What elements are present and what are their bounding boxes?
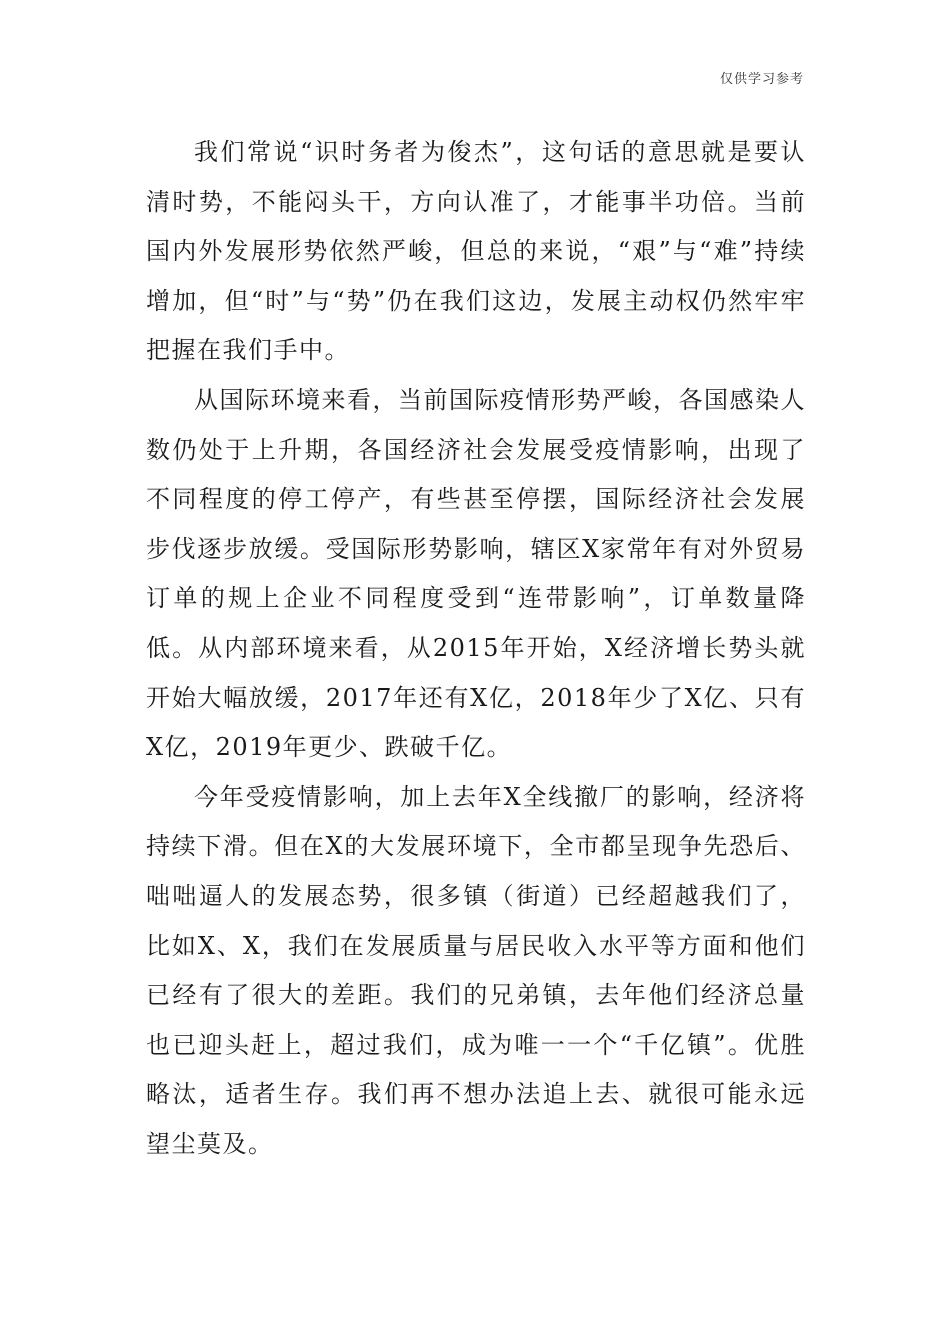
paragraph-1: 我们常说“识时务者为俊杰”，这句话的意思就是要认清时势，不能闷头干，方向认准了，才能事半功倍。当前国内外发展形势依然严峻，但总的来说，“艰”与“难”持续增加，但“时”与“势”仍在我们这边，发展主动权仍然牢牢把握在我们手中。 xyxy=(146,138,806,365)
body-text xyxy=(146,128,806,1169)
paragraph-2: 从国际环境来看，当前国际疫情形势严峻，各国感染人数仍处于上升期，各国经济社会发展受疫情影响，出现了不同程度的停工停产，有些甚至停摆，国际经济社会发展步伐逐步放缓。受国际形势影响，辖区X家常年有对外贸易订单的规上企业不同程度受到“连带影响”，订单数量降低。从内部环境来看，从2015年开始，X经济增长势头就开始大幅放缓，2017年还有X亿，2018年少了X亿、只有X亿，2019年更少、跌破千亿。 xyxy=(146,385,806,762)
header-note: 仅供学习参考 xyxy=(719,72,804,87)
paragraph-3: 今年受疫情影响，加上去年X全线撤厂的影响，经济将持续下滑。但在X的大发展环境下，全市都呈现争先恐后、咄咄逼人的发展态势，很多镇（街道）已经超越我们了，比如X、X，我们在发展质量与居民收入水平等方面和他们已经有了很大的差距。我们的兄弟镇，去年他们经济总量也已迎头赶上，超过我们，成为唯一一个“千亿镇”。优胜略汰，适者生存。我们再不想办法追上去、就很可能永远望尘莫及。 xyxy=(146,782,806,1158)
